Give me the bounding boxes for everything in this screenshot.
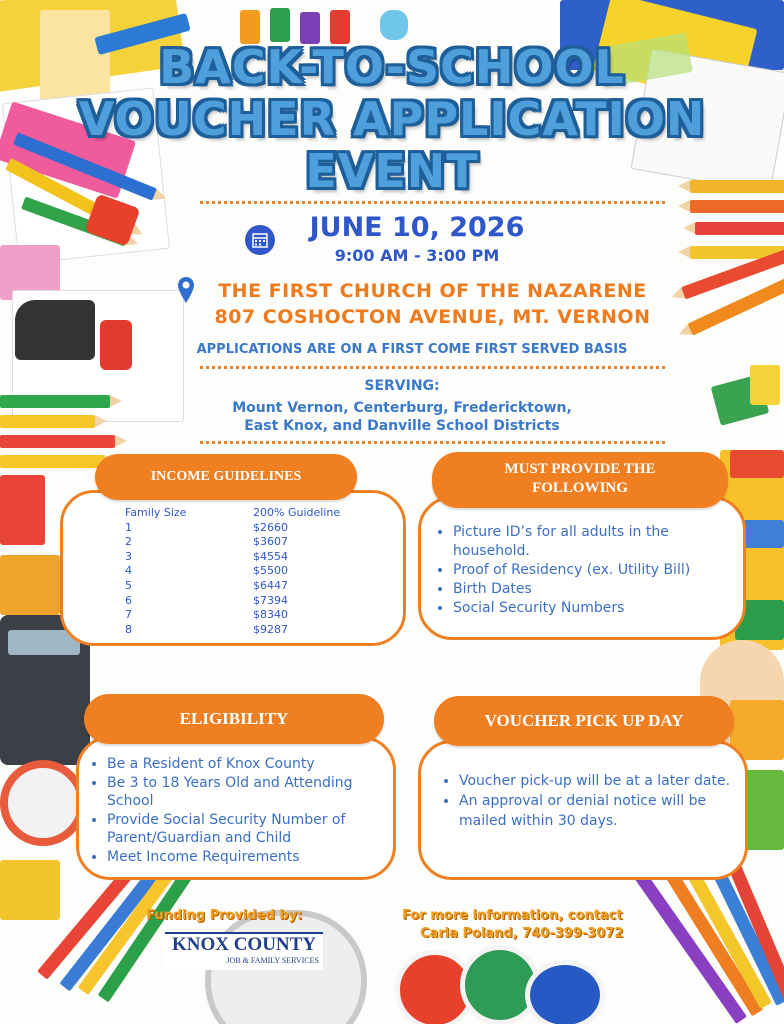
must-provide-item: • Proof of Residency (ex. Utility Bill) xyxy=(453,561,735,580)
must-provide-heading xyxy=(432,452,728,508)
eligibility-card xyxy=(76,736,396,880)
voucher-pickup-card xyxy=(418,740,748,880)
eligibility-item: • Be a Resident of Knox County xyxy=(107,755,387,774)
event-date: JUNE 10, 2026 xyxy=(309,212,525,243)
must-provide-heading-line-2: FOLLOWING xyxy=(532,480,628,496)
guideline-header: 200% Guideline xyxy=(253,506,341,519)
funding-label: Funding Provided by: xyxy=(146,908,303,923)
income-table-row xyxy=(125,550,340,565)
family-size-cell: 1 xyxy=(125,520,132,534)
income-table-row xyxy=(125,579,340,594)
logo-subtitle: JOB & FAMILY SERVICES xyxy=(226,956,319,965)
guideline-amount-cell: $2660 xyxy=(253,520,288,534)
eligibility-item: • Provide Social Security Number of Parent/Guardian and Child xyxy=(107,811,387,848)
family-size-cell: 8 xyxy=(125,622,132,636)
location-address: 807 COSHOCTON AVENUE, MT. VERNON xyxy=(214,306,651,328)
income-table-row xyxy=(125,623,340,638)
title-line-1: BACK-TO-SCHOOL xyxy=(159,40,625,94)
family-size-cell: 3 xyxy=(125,549,132,563)
guideline-amount-cell: $6447 xyxy=(253,578,288,592)
must-provide-heading-line-1: MUST PROVIDE THE xyxy=(504,461,656,477)
voucher-pickup-item: • Voucher pick-up will be at a later date. xyxy=(459,771,737,791)
voucher-pickup-item: • An approval or denial notice will be mailed within 30 days. xyxy=(459,791,737,831)
serving-heading: SERVING: xyxy=(364,378,440,394)
guideline-amount-cell: $5500 xyxy=(253,564,288,578)
family-size-cell: 6 xyxy=(125,593,132,607)
income-table xyxy=(125,506,340,637)
guideline-amount-cell: $4554 xyxy=(253,549,288,563)
family-size-cell: 5 xyxy=(125,578,132,592)
income-table-row xyxy=(125,608,340,623)
contact-line-2: Carla Poland, 740-399-3072 xyxy=(420,926,624,941)
logo-name: KNOX COUNTY xyxy=(171,934,317,955)
divider xyxy=(200,366,665,369)
guideline-amount-cell: $9287 xyxy=(253,622,288,636)
income-table-row xyxy=(125,521,340,536)
divider xyxy=(200,441,665,444)
title-line-3: EVENT xyxy=(305,144,479,198)
eligibility-item: • Meet Income Requirements xyxy=(107,848,387,867)
voucher-pickup-heading: VOUCHER PICK UP DAY xyxy=(434,696,734,746)
divider xyxy=(200,201,665,204)
serving-districts-line-1: Mount Vernon, Centerburg, Fredericktown, xyxy=(232,400,572,416)
must-provide-item: • Birth Dates xyxy=(453,580,735,599)
family-size-cell: 7 xyxy=(125,608,132,622)
guideline-amount-cell: $3607 xyxy=(253,535,288,549)
guideline-amount-cell: $7394 xyxy=(253,593,288,607)
must-provide-item: • Social Security Numbers xyxy=(453,599,735,618)
income-table-row xyxy=(125,535,340,550)
income-table-row xyxy=(125,564,340,579)
event-time: 9:00 AM - 3:00 PM xyxy=(334,246,500,265)
guideline-amount-cell: $8340 xyxy=(253,608,288,622)
family-size-header: Family Size xyxy=(125,506,187,519)
serving-districts-line-2: East Knox, and Danville School Districts xyxy=(244,418,560,434)
eligibility-item: • Be 3 to 18 Years Old and Attending School xyxy=(107,774,387,811)
location-name: THE FIRST CHURCH OF THE NAZARENE xyxy=(218,280,647,302)
income-table-header xyxy=(125,506,340,521)
title-line-2: VOUCHER APPLICATION xyxy=(78,92,706,146)
eligibility-heading: ELIGIBILITY xyxy=(84,694,384,744)
contact-line-1: For more information, contact xyxy=(402,908,623,923)
first-come-note: APPLICATIONS ARE ON A FIRST COME FIRST SERVED BASIS xyxy=(196,342,628,357)
must-provide-item: • Picture ID’s for all adults in the household. xyxy=(453,523,735,561)
knox-county-logo xyxy=(165,932,323,970)
must-provide-card xyxy=(418,496,746,640)
family-size-cell: 2 xyxy=(125,535,132,549)
income-table-row xyxy=(125,594,340,609)
family-size-cell: 4 xyxy=(125,564,132,578)
income-guidelines-heading: INCOME GUIDELINES xyxy=(95,454,357,500)
